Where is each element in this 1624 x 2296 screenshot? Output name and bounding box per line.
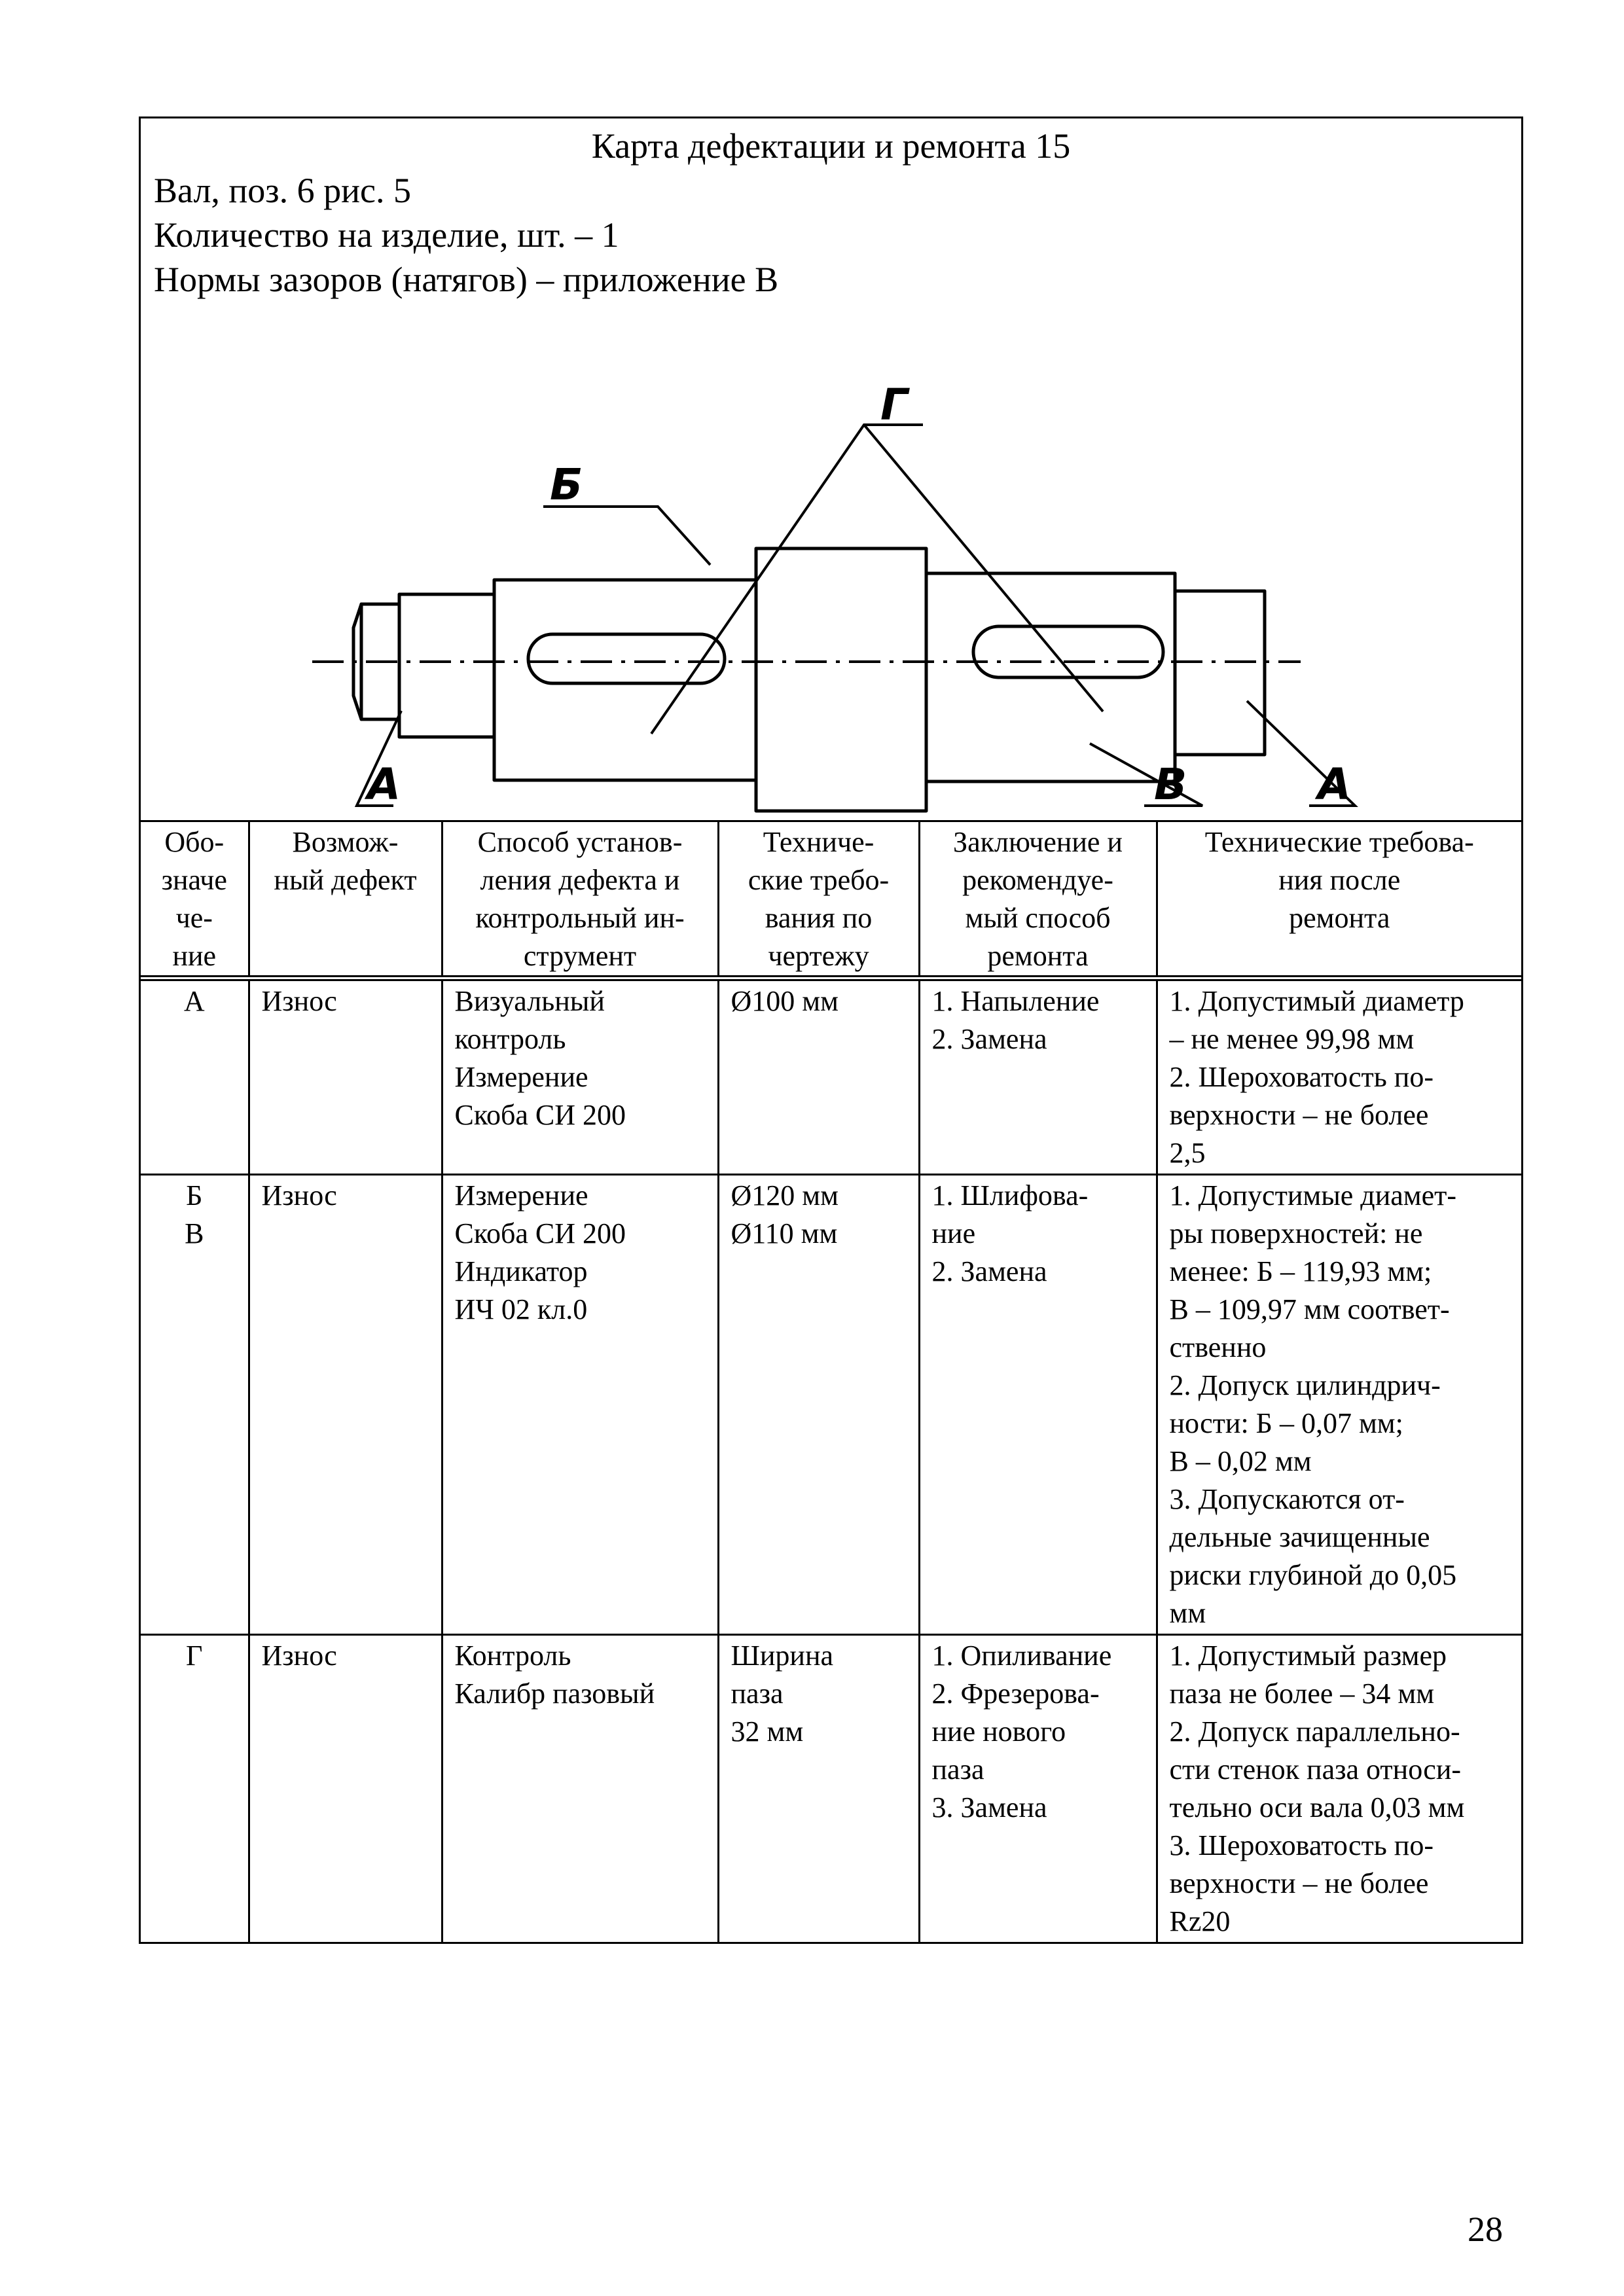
keyway-left — [528, 634, 725, 683]
header-repair-method: Заключение и рекомендуе- мый способ ремонта — [919, 822, 1157, 978]
header-detection-method: Способ установ- ления дефекта и контрольный ин- струмент — [442, 822, 718, 978]
table-row — [141, 978, 1521, 1175]
shaft-collar — [756, 548, 926, 811]
quantity-line: Количество на изделие, шт. – 1 — [154, 215, 619, 255]
cell-method: Визуальный контроль Измерение Скоба СИ 200 — [442, 978, 718, 1175]
table-row — [141, 1175, 1521, 1635]
header-possible-defect: Возмож- ный дефект — [249, 822, 442, 978]
leader-g-right — [864, 425, 1103, 711]
cell-repair: 1. Шлифова- ние 2. Замена — [919, 1175, 1157, 1635]
header-drawing-requirements: Техниче- ские требо- вания по чертежу — [718, 822, 919, 978]
table-row — [141, 1635, 1521, 1943]
cell-drawing-req: Ø120 мм Ø110 мм — [718, 1175, 919, 1635]
table-header-row — [141, 822, 1521, 978]
header-post-repair-requirements: Технические требова- ния после ремонта — [1157, 822, 1521, 978]
label-v: В — [1154, 759, 1187, 810]
page-number: 28 — [1468, 2210, 1503, 2249]
cell-method: Измерение Скоба СИ 200 Индикатор ИЧ 02 кл.0 — [442, 1175, 718, 1635]
cell-post-repair: 1. Допустимый размер паза не более – 34 мм 2. Допуск параллельно- сти стенок паза относи- тельно оси вала 0,03 мм 3. Шероховатость по- верхности – не более Rz20 — [1157, 1635, 1521, 1943]
card-title: Карта дефектации и ремонта 15 — [591, 126, 1071, 166]
cell-post-repair: 1. Допустимые диамет- ры поверхностей: не менее: Б – 119,93 мм; В – 109,97 мм соответ- ственно 2. Допуск цилиндрич- ности: Б – 0,07 мм; В – 0,02 мм 3. Допускаются от- дельные зачищенные риски глубиной до 0,05 мм — [1157, 1175, 1521, 1635]
cell-defect: Износ — [249, 1175, 442, 1635]
shaft-section-b — [494, 580, 756, 780]
shaft-journal-a-right — [1175, 591, 1265, 755]
cell-defect: Износ — [249, 1635, 442, 1943]
cell-drawing-req: Ширина паза 32 мм — [718, 1635, 919, 1943]
part-name-line: Вал, поз. 6 рис. 5 — [154, 171, 412, 210]
cell-method: Контроль Калибр пазовый — [442, 1635, 718, 1943]
cell-designation: Б В — [141, 1175, 249, 1635]
leader-b — [543, 507, 710, 565]
clearance-norms-line: Нормы зазоров (натягов) – приложение В — [154, 260, 779, 299]
cell-drawing-req: Ø100 мм — [718, 978, 919, 1175]
card-header — [141, 118, 1521, 822]
cell-designation: А — [141, 978, 249, 1175]
header-designation: Обо- значе че- ние — [141, 822, 249, 978]
cell-post-repair: 1. Допустимый диаметр – не менее 99,98 мм 2. Шероховатость по- верхности – не более 2,5 — [1157, 978, 1521, 1175]
cell-defect: Износ — [249, 978, 442, 1175]
defect-card — [139, 117, 1523, 1944]
cell-repair: 1. Напыление 2. Замена — [919, 978, 1157, 1175]
label-a-right: А — [1318, 759, 1352, 810]
shaft-journal-a-left — [399, 594, 494, 737]
label-a-left: А — [367, 759, 401, 810]
cell-repair: 1. Опиливание 2. Фрезерова- ние нового паза 3. Замена — [919, 1635, 1157, 1943]
defects-table — [141, 822, 1521, 1942]
shaft-drawing — [141, 315, 1521, 819]
label-g: Г — [880, 380, 909, 430]
cell-designation: Г — [141, 1635, 249, 1943]
label-b: Б — [550, 459, 583, 510]
